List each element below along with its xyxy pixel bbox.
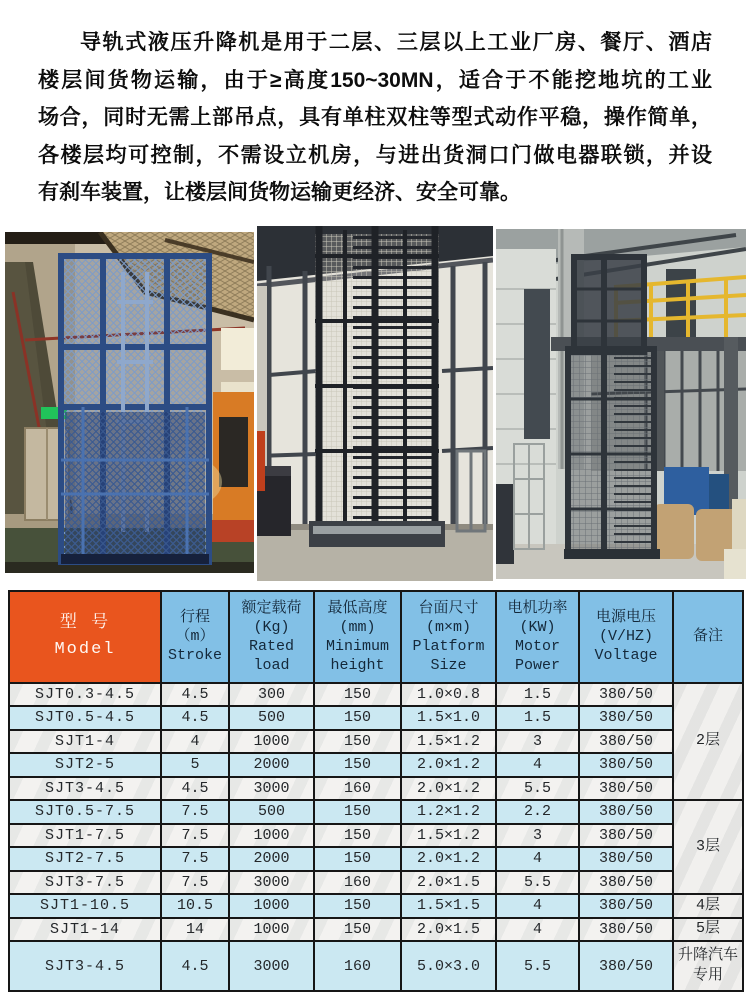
spec-table [8,590,744,993]
value-cell: 1000 [229,918,314,942]
column-header-rated-load [229,591,314,683]
value-cell: 380/50 [579,753,673,777]
intro-line-3: 场合，同时无需上部吊点，具有单柱双柱等型式动作平稳，操作简单， [38,106,712,129]
model-cell: SJT2-7.5 [9,847,161,871]
intro-line-4: 各楼层均可控制，不需设立机房，与进出货洞口门做电器联锁，并设 [38,143,712,167]
remark-cell: 4层 [673,894,743,918]
spec-table-header-row [9,591,743,683]
value-cell: 380/50 [579,894,673,918]
spec-row-9 [9,871,743,895]
header-line: (mm) [339,618,376,636]
value-cell: 500 [229,800,314,824]
model-cell: SJT1-14 [9,918,161,942]
value-cell: 3000 [229,941,314,991]
value-cell: 1.0×0.8 [401,683,496,707]
value-cell: 4.5 [161,706,229,730]
intro-line-1: 导轨式液压升降机是用于二层、三层以上工业厂房、餐厅、酒店 [80,31,712,54]
spec-row-10 [9,894,743,918]
header-line: Platform [412,637,485,655]
value-cell: 380/50 [579,730,673,754]
header-line: (Kg) [253,618,290,636]
grey-cage-lift-photo [496,229,746,579]
value-cell: 4 [496,894,579,918]
value-cell: 160 [314,871,401,895]
spec-row-1 [9,683,743,707]
value-cell: 380/50 [579,847,673,871]
value-cell: 1.5×1.0 [401,706,496,730]
model-cell: SJT0.5-4.5 [9,706,161,730]
spec-row-12 [9,941,743,991]
value-cell: 7.5 [161,871,229,895]
header-line: 额定载荷 [241,599,302,617]
header-line: Power [514,656,560,674]
value-cell: 7.5 [161,824,229,848]
model-cell: SJT1-4 [9,730,161,754]
value-cell: 150 [314,847,401,871]
header-line: load [253,656,290,674]
grey-lift-tower [564,257,660,559]
value-cell: 380/50 [579,706,673,730]
header-line: height [330,656,385,674]
photo-strip [0,226,750,581]
value-cell: 1000 [229,894,314,918]
value-cell: 2.2 [496,800,579,824]
value-cell: 380/50 [579,683,673,707]
header-line: Motor [514,637,560,655]
value-cell: 2.0×1.2 [401,847,496,871]
value-cell: 10.5 [161,894,229,918]
value-cell: 4.5 [161,777,229,801]
value-cell: 300 [229,683,314,707]
column-header-voltage [579,591,673,683]
value-cell: 4 [496,918,579,942]
column-header-motor-power [496,591,579,683]
remark-cell: 3层 [673,800,743,894]
header-line: (m×m) [425,618,471,636]
spec-row-8 [9,847,743,871]
header-line: Stroke [167,647,222,664]
column-header-model [9,591,161,683]
value-cell: 7.5 [161,847,229,871]
value-cell: 150 [314,730,401,754]
value-cell: 150 [314,683,401,707]
value-cell: 1.5 [496,706,579,730]
spec-row-5 [9,777,743,801]
model-cell: SJT3-7.5 [9,871,161,895]
value-cell: 4 [496,753,579,777]
header-line: Model [54,639,116,659]
value-cell: 14 [161,918,229,942]
value-cell: 2.0×1.5 [401,918,496,942]
remark-cell: 升降汽车专用 [673,941,743,991]
value-cell: 380/50 [579,918,673,942]
photo-grey-lift-mezzanine [496,229,746,579]
value-cell: 150 [314,753,401,777]
model-cell: SJT0.3-4.5 [9,683,161,707]
photo-black-lift-workshop [257,226,493,581]
blue-guide-rail-lift-photo [5,232,254,573]
spec-row-11 [9,918,743,942]
value-cell: 160 [314,777,401,801]
black-lift-tower [309,226,445,547]
value-cell: 4 [161,730,229,754]
value-cell: 5 [161,753,229,777]
value-cell: 150 [314,918,401,942]
intro-line-5: 有刹车装置，让楼层间货物运输更经济、安全可靠。 [38,181,521,204]
remark-cell: 5层 [673,918,743,942]
value-cell: 1000 [229,824,314,848]
column-header-remark [673,591,743,683]
value-cell: 150 [314,800,401,824]
value-cell: 150 [314,706,401,730]
header-line: Minimum [325,637,389,655]
spec-row-4 [9,753,743,777]
value-cell: 5.5 [496,871,579,895]
value-cell: 1000 [229,730,314,754]
model-cell: SJT0.5-7.5 [9,800,161,824]
spec-row-2 [9,706,743,730]
header-line: (V/HZ) [598,628,653,645]
header-line: 行程 [179,609,210,626]
remark-cell: 2层 [673,683,743,801]
header-line: Rated [248,637,294,655]
value-cell: 3 [496,730,579,754]
black-cage-lift-photo [257,226,493,581]
column-header-platform-size [401,591,496,683]
value-cell: 3000 [229,777,314,801]
value-cell: 160 [314,941,401,991]
header-line: （m） [175,628,215,645]
photo-blue-lift-warehouse [5,232,254,573]
spec-row-6 [9,800,743,824]
model-cell: SJT1-10.5 [9,894,161,918]
value-cell: 5.0×3.0 [401,941,496,991]
intro-line-2: 楼层间货物运输，由于≥高度150~30MN，适合于不能挖地坑的工业 [38,68,712,92]
value-cell: 1.2×1.2 [401,800,496,824]
value-cell: 2.0×1.5 [401,871,496,895]
value-cell: 4.5 [161,941,229,991]
value-cell: 5.5 [496,777,579,801]
value-cell: 380/50 [579,800,673,824]
value-cell: 2.0×1.2 [401,753,496,777]
spec-table-head [9,591,743,683]
value-cell: 380/50 [579,824,673,848]
blue-lift-tower [61,256,209,564]
value-cell: 500 [229,706,314,730]
value-cell: 1.5×1.5 [401,894,496,918]
model-cell: SJT3-4.5 [9,777,161,801]
value-cell: 3 [496,824,579,848]
intro-paragraph [0,0,750,212]
spec-row-7 [9,824,743,848]
value-cell: 7.5 [161,800,229,824]
value-cell: 1.5×1.2 [401,730,496,754]
header-line: (KW) [519,618,556,636]
header-line: 最低高度 [327,599,388,617]
value-cell: 3000 [229,871,314,895]
header-line: 电源电压 [595,609,656,626]
value-cell: 380/50 [579,941,673,991]
header-line: Size [430,656,467,674]
model-cell: SJT1-7.5 [9,824,161,848]
header-line: 台面尺寸 [418,599,479,617]
column-header-stroke [161,591,229,683]
value-cell: 150 [314,824,401,848]
value-cell: 2000 [229,847,314,871]
spec-row-3 [9,730,743,754]
header-line: Voltage [594,647,658,664]
header-line: 型 号 [59,613,111,633]
value-cell: 4.5 [161,683,229,707]
header-line: 备注 [692,628,723,645]
model-cell: SJT3-4.5 [9,941,161,991]
value-cell: 4 [496,847,579,871]
value-cell: 2.0×1.2 [401,777,496,801]
model-cell: SJT2-5 [9,753,161,777]
spec-table-body [9,683,743,992]
value-cell: 5.5 [496,941,579,991]
value-cell: 380/50 [579,871,673,895]
value-cell: 2000 [229,753,314,777]
value-cell: 380/50 [579,777,673,801]
value-cell: 1.5 [496,683,579,707]
value-cell: 1.5×1.2 [401,824,496,848]
value-cell: 150 [314,894,401,918]
header-line: 电机功率 [507,599,568,617]
column-header-min-height [314,591,401,683]
